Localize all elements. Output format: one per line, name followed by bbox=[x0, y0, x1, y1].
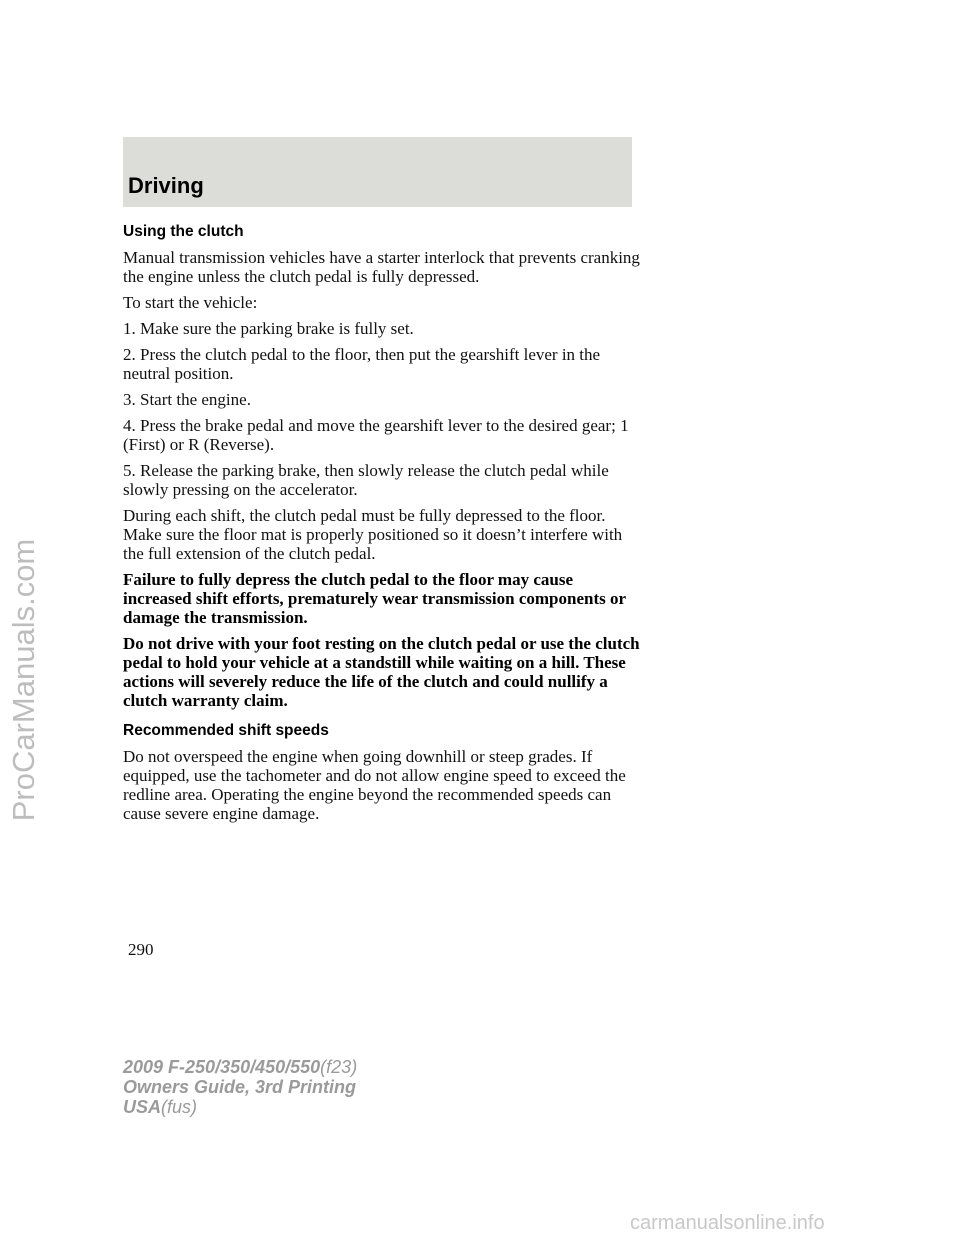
side-watermark-text: ProCarManuals.com bbox=[6, 538, 41, 822]
step-5: 5. Release the parking brake, then slowly release the clutch pedal while slowly pressing on the accelerator. bbox=[123, 461, 609, 499]
paragraph-overspeed: Do not overspeed the engine when going downhill or steep grades. If equipped, use the tachometer and do not allow engine speed to exceed the redline area. Operating the engine beyond the recommended speeds can cause severe engine damage. bbox=[123, 747, 626, 823]
page-number: 290 bbox=[128, 940, 154, 959]
footer-region-code: (fus) bbox=[161, 1097, 198, 1117]
footer-region: USA bbox=[123, 1097, 162, 1117]
section-title: Driving bbox=[128, 173, 204, 198]
footer-line-3 bbox=[123, 1097, 357, 1117]
paragraph-to-start: To start the vehicle: bbox=[123, 293, 258, 312]
footer-model: 2009 F-250/350/450/550 bbox=[123, 1057, 321, 1077]
step-3: 3. Start the engine. bbox=[123, 390, 251, 409]
document-footer bbox=[123, 1057, 357, 1117]
heading-using-the-clutch: Using the clutch bbox=[123, 223, 244, 240]
footer-line-1 bbox=[123, 1057, 357, 1077]
step-1: 1. Make sure the parking brake is fully set. bbox=[123, 319, 414, 338]
footer-line-2 bbox=[123, 1077, 357, 1097]
heading-recommended-shift-speeds: Recommended shift speeds bbox=[123, 722, 329, 739]
page-content bbox=[123, 222, 643, 830]
side-watermark bbox=[2, 440, 46, 920]
warning-foot-resting: Do not drive with your foot resting on the clutch pedal or use the clutch pedal to hold your vehicle at a standstill while waiting on a hill. These actions will severely reduce the life of the clutch and could nullify a clutch warranty claim. bbox=[123, 634, 640, 710]
paragraph-interlock: Manual transmission vehicles have a starter interlock that prevents cranking the engine unless the clutch pedal is fully depressed. bbox=[123, 248, 640, 286]
footer-guide: Owners Guide, 3rd Printing bbox=[123, 1077, 357, 1097]
step-2: 2. Press the clutch pedal to the floor, then put the gearshift lever in the neutral position. bbox=[123, 345, 601, 383]
footer-model-code: (f23) bbox=[320, 1057, 358, 1077]
step-4: 4. Press the brake pedal and move the gearshift lever to the desired gear; 1 (First) or R (Reverse). bbox=[123, 416, 629, 454]
warning-clutch-depress: Failure to fully depress the clutch pedal to the floor may cause increased shift efforts, prematurely wear transmission components or damage the transmission. bbox=[123, 570, 626, 627]
paragraph-each-shift: During each shift, the clutch pedal must be fully depressed to the floor. Make sure the floor mat is properly positioned so it doesn’t interfere with the full extension of the clutch pedal. bbox=[123, 506, 623, 563]
bottom-watermark: carmanualsonline.info bbox=[630, 1212, 825, 1234]
